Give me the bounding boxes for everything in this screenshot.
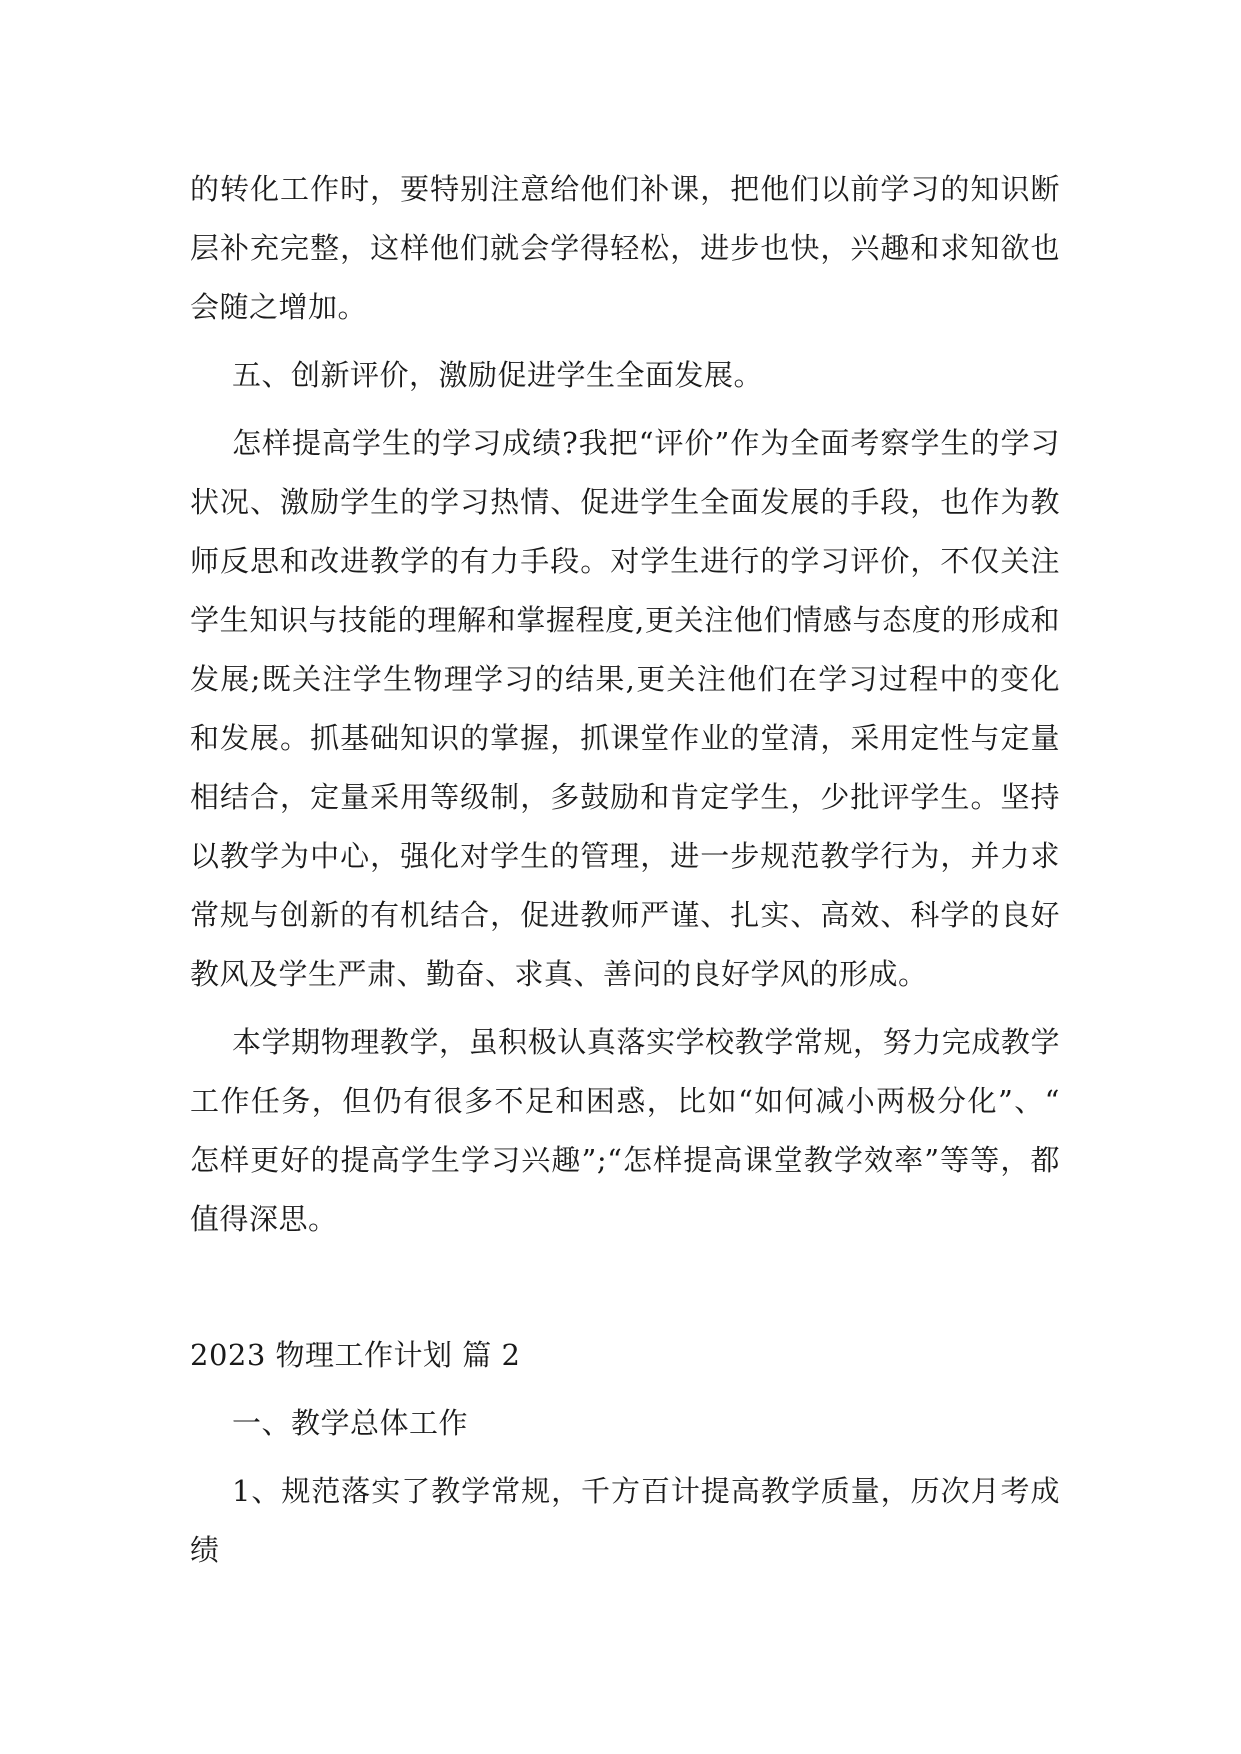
- document-body: [190, 160, 1060, 1589]
- section-title: 2023 物理工作计划 篇 2: [190, 1338, 521, 1372]
- paragraph-reflection: 本学期物理教学，虽积极认真落实学校教学常规，努力完成教学工作任务，但仍有很多不足和困惑，比如“如何减小两极分化”、“怎样更好的提高学生学习兴趣”;“怎样提高课堂教学效率”等等，都值得深思。: [190, 1025, 1060, 1236]
- paragraph-item-one: 1、规范落实了教学常规，千方百计提高教学质量，历次月考成绩: [190, 1474, 1060, 1567]
- paragraph-evaluation: 怎样提高学生的学习成绩?我把“评价”作为全面考察学生的学习状况、激励学生的学习热情、促进学生全面发展的手段，也作为教师反思和改进教学的有力手段。对学生进行的学习评价，不仅关注学生知识与技能的理解和掌握程度,更关注他们情感与态度的形成和发展;既关注学生物理学习的结果,更关注他们在学习过程中的变化和发展。抓基础知识的掌握，抓课堂作业的堂清，采用定性与定量相结合，定量采用等级制，多鼓励和肯定学生，少批评学生。坚持以教学为中心，强化对学生的管理，进一步规范教学行为，并力求常规与创新的有机结合，促进教师严谨、扎实、高效、科学的良好教风及学生严肃、勤奋、求真、善问的良好学风的形成。: [190, 426, 1060, 991]
- heading-teaching-work: 一、教学总体工作: [232, 1406, 469, 1440]
- section-spacer: [190, 1258, 1060, 1326]
- paragraph-continuation: 的转化工作时，要特别注意给他们补课，把他们以前学习的知识断层补充完整，这样他们就会学得轻松，进步也快，兴趣和求知欲也会随之增加。: [190, 172, 1060, 324]
- heading-section-five: 五、创新评价，激励促进学生全面发展。: [232, 358, 764, 392]
